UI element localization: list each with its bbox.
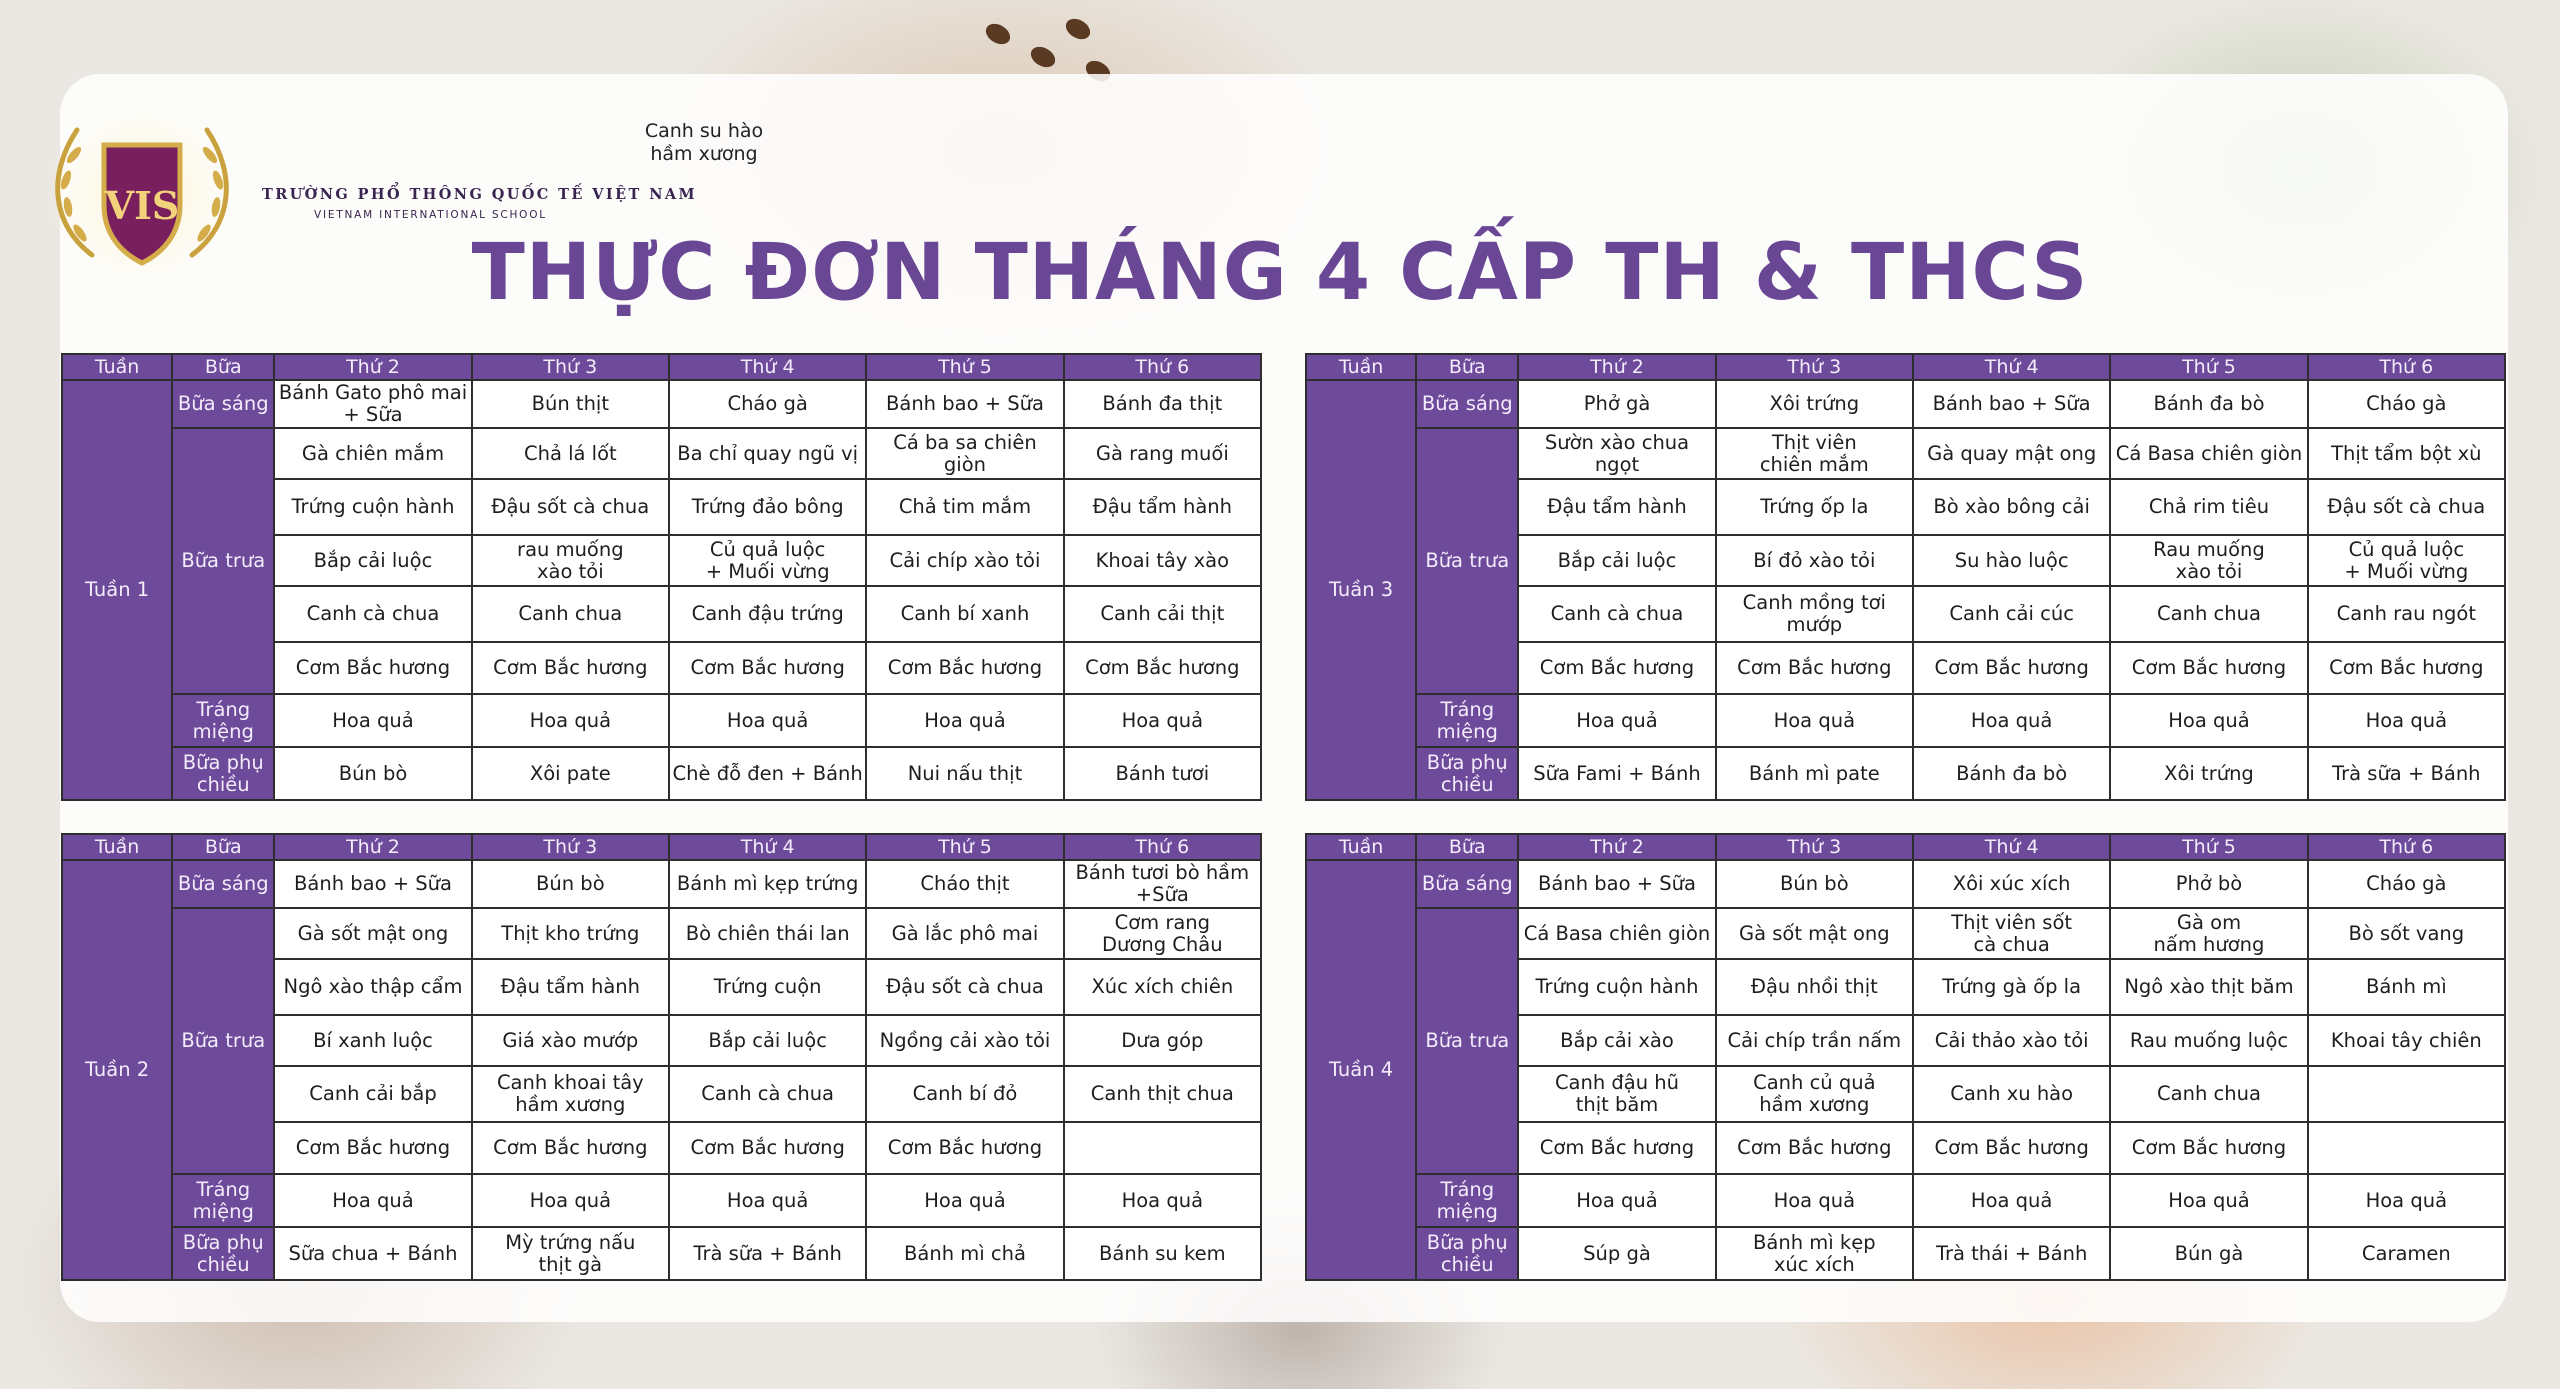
menu-cell: Sữa Fami + Bánh <box>1518 747 1715 800</box>
menu-cell: Canh bí xanh <box>866 586 1063 642</box>
menu-cell: Bánh mì pate <box>1716 747 1913 800</box>
menu-cell: Cơm Bắc hương <box>2110 1122 2307 1174</box>
column-header: Thứ 6 <box>1064 834 1261 860</box>
school-name: TRƯỜNG PHỔ THÔNG QUỐC TẾ VIỆT NAM <box>262 186 697 203</box>
menu-cell: Chả tim mắm <box>866 479 1063 535</box>
menu-cell: Hoa quả <box>2308 1174 2505 1227</box>
menu-cell: Canh đậu hũ thịt băm <box>1518 1066 1715 1122</box>
meal-label-snack: Bữa phụ chiều <box>1416 747 1518 800</box>
column-header: Thứ 4 <box>669 354 866 380</box>
menu-cell: Cơm Bắc hương <box>1716 642 1913 694</box>
menu-cell: Gà sốt mật ong <box>274 908 471 959</box>
menu-cell: Xúc xích chiên <box>1064 959 1261 1015</box>
column-header: Thứ 6 <box>2308 354 2505 380</box>
menu-cell: Bánh tươi <box>1064 747 1261 800</box>
menu-cell: Bánh mì chả <box>866 1227 1063 1280</box>
menu-cell: Ngồng cải xào tỏi <box>866 1015 1063 1066</box>
menu-table-week-3 <box>1305 353 2506 801</box>
menu-cell: Hoa quả <box>669 694 866 747</box>
menu-cell: Hoa quả <box>669 1174 866 1227</box>
menu-cell: Canh củ quả hầm xương <box>1716 1066 1913 1122</box>
menu-cell: Bò sốt vang <box>2308 908 2505 959</box>
menu-cell: Giá xào mướp <box>472 1015 669 1066</box>
menu-cell: Củ quả luộc + Muối vừng <box>669 535 866 586</box>
menu-cell: Cơm Bắc hương <box>472 642 669 694</box>
column-header: Thứ 6 <box>2308 834 2505 860</box>
menu-cell: Trứng cuộn hành <box>274 479 471 535</box>
menu-cell: Cải thảo xào tỏi <box>1913 1015 2110 1066</box>
menu-cell: Hoa quả <box>1716 694 1913 747</box>
coffee-bean-decoration <box>1062 15 1094 44</box>
menu-cell: Cơm Bắc hương <box>866 1122 1063 1174</box>
menu-cell: Cá Basa chiên giòn <box>2110 428 2307 479</box>
menu-cell: Cháo gà <box>669 380 866 428</box>
menu-cell: Canh cải cúc <box>1913 586 2110 642</box>
menu-cell: Rau muống luộc <box>2110 1015 2307 1066</box>
column-header: Thứ 5 <box>866 834 1063 860</box>
menu-cell: Chả lá lốt <box>472 428 669 479</box>
menu-cell: Bánh tươi bò hầm +Sữa <box>1064 860 1261 908</box>
logo-text: VIS <box>104 183 180 228</box>
menu-cell: Canh đậu trứng <box>669 586 866 642</box>
menu-cell: Xôi pate <box>472 747 669 800</box>
menu-cell: Cơm Bắc hương <box>2110 642 2307 694</box>
menu-cell: Trứng ốp la <box>1716 479 1913 535</box>
menu-cell: Cơm Bắc hương <box>1913 642 2110 694</box>
column-header: Tuần <box>1306 834 1416 860</box>
menu-cell: Cháo gà <box>2308 380 2505 428</box>
meal-label-dessert: Tráng miệng <box>1416 1174 1518 1227</box>
menu-cell: Hoa quả <box>274 1174 471 1227</box>
menu-cell: Bánh bao + Sữa <box>274 860 471 908</box>
meal-label-lunch: Bữa trưa <box>1416 428 1518 694</box>
menu-cell: Sữa chua + Bánh <box>274 1227 471 1280</box>
menu-cell: Ba chỉ quay ngũ vị <box>669 428 866 479</box>
menu-cell: Gà sốt mật ong <box>1716 908 1913 959</box>
menu-cell: Phở bò <box>2110 860 2307 908</box>
column-header: Bữa <box>1416 354 1518 380</box>
menu-cell: Canh cà chua <box>669 1066 866 1122</box>
menu-cell: Phở gà <box>1518 380 1715 428</box>
meal-label-dessert: Tráng miệng <box>172 694 274 747</box>
menu-cell: Ngô xào thịt băm <box>2110 959 2307 1015</box>
column-header: Thứ 3 <box>472 354 669 380</box>
menu-cell <box>2308 1066 2505 1122</box>
menu-cell: Cá Basa chiên giòn <box>1518 908 1715 959</box>
menu-cell: Trứng gà ốp la <box>1913 959 2110 1015</box>
menu-table-week-1 <box>61 353 1262 801</box>
column-header: Bữa <box>172 834 274 860</box>
menu-cell: Hoa quả <box>1716 1174 1913 1227</box>
menu-cell: Đậu sốt cà chua <box>2308 479 2505 535</box>
menu-cell: Hoa quả <box>2308 694 2505 747</box>
menu-cell: Cơm Bắc hương <box>669 642 866 694</box>
meal-label-lunch: Bữa trưa <box>1416 908 1518 1174</box>
menu-cell: Canh thịt chua <box>1064 1066 1261 1122</box>
menu-cell: Thịt viên sốt cà chua <box>1913 908 2110 959</box>
menu-cell: Đậu tẩm hành <box>1518 479 1715 535</box>
menu-cell: Khoai tây xào <box>1064 535 1261 586</box>
column-header: Thứ 2 <box>274 354 471 380</box>
menu-cell: Canh cải bắp <box>274 1066 471 1122</box>
menu-cell: Sườn xào chua ngọt <box>1518 428 1715 479</box>
column-header: Thứ 5 <box>2110 354 2307 380</box>
meal-label-snack: Bữa phụ chiều <box>1416 1227 1518 1280</box>
stray-note: Canh su hào hầm xương <box>644 120 764 165</box>
menu-table-week-4 <box>1305 833 2506 1281</box>
menu-cell: Cơm Bắc hương <box>1913 1122 2110 1174</box>
menu-cell: Bánh Gato phô mai + Sữa <box>274 380 471 428</box>
column-header: Tuần <box>62 354 172 380</box>
meal-label-breakfast: Bữa sáng <box>1416 860 1518 908</box>
column-header: Thứ 3 <box>472 834 669 860</box>
menu-cell: Hoa quả <box>1064 1174 1261 1227</box>
menu-cell: Hoa quả <box>866 694 1063 747</box>
menu-cell <box>1064 1122 1261 1174</box>
menu-cell <box>2308 1122 2505 1174</box>
menu-cell: Bánh su kem <box>1064 1227 1261 1280</box>
menu-cell: Thịt viên chiên mắm <box>1716 428 1913 479</box>
meal-label-snack: Bữa phụ chiều <box>172 747 274 800</box>
menu-cell: rau muống xào tỏi <box>472 535 669 586</box>
menu-cell: Gà om nấm hương <box>2110 908 2307 959</box>
menu-cell: Bò chiên thái lan <box>669 908 866 959</box>
menu-table-week-2 <box>61 833 1262 1281</box>
menu-cell: Bún gà <box>2110 1227 2307 1280</box>
menu-cell: Hoa quả <box>472 1174 669 1227</box>
column-header: Bữa <box>1416 834 1518 860</box>
menu-cell: Cơm Bắc hương <box>472 1122 669 1174</box>
meal-label-dessert: Tráng miệng <box>1416 694 1518 747</box>
menu-cell: Củ quả luộc + Muối vừng <box>2308 535 2505 586</box>
menu-cell: Cơm rang Dương Châu <box>1064 908 1261 959</box>
menu-cell: Ngô xào thập cẩm <box>274 959 471 1015</box>
menu-cell: Hoa quả <box>274 694 471 747</box>
menu-cell: Xôi xúc xích <box>1913 860 2110 908</box>
menu-cell: Bánh đa bò <box>1913 747 2110 800</box>
menu-cell: Canh cà chua <box>274 586 471 642</box>
school-name-english: VIETNAM INTERNATIONAL SCHOOL <box>314 209 547 221</box>
menu-cell: Bún bò <box>1716 860 1913 908</box>
week-label: Tuần 1 <box>62 380 172 800</box>
menu-cell: Hoa quả <box>1518 1174 1715 1227</box>
meal-label-breakfast: Bữa sáng <box>172 380 274 428</box>
menu-cell: Su hào luộc <box>1913 535 2110 586</box>
menu-cell: Trà sữa + Bánh <box>669 1227 866 1280</box>
menu-cell: Cơm Bắc hương <box>866 642 1063 694</box>
week-label: Tuần 4 <box>1306 860 1416 1280</box>
menu-cell: Bánh bao + Sữa <box>1518 860 1715 908</box>
menu-cell: Bắp cải luộc <box>669 1015 866 1066</box>
menu-cell: Hoa quả <box>2110 1174 2307 1227</box>
meal-label-lunch: Bữa trưa <box>172 908 274 1174</box>
column-header: Thứ 5 <box>2110 834 2307 860</box>
menu-cell: Hoa quả <box>1518 694 1715 747</box>
menu-cell: Cải chíp xào tỏi <box>866 535 1063 586</box>
column-header: Thứ 4 <box>1913 834 2110 860</box>
menu-cell: Trứng cuộn hành <box>1518 959 1715 1015</box>
menu-cell: Bánh đa bò <box>2110 380 2307 428</box>
menu-cell: Hoa quả <box>866 1174 1063 1227</box>
week-label: Tuần 2 <box>62 860 172 1280</box>
column-header: Thứ 2 <box>1518 834 1715 860</box>
meal-label-snack: Bữa phụ chiều <box>172 1227 274 1280</box>
menu-cell: Bánh mì kẹp trứng <box>669 860 866 908</box>
menu-cell: Cháo gà <box>2308 860 2505 908</box>
meal-label-lunch: Bữa trưa <box>172 428 274 694</box>
coffee-bean-decoration <box>982 20 1014 49</box>
menu-cell: Cơm Bắc hương <box>669 1122 866 1174</box>
menu-cell: Bánh đa thịt <box>1064 380 1261 428</box>
menu-cell: Trứng đảo bông <box>669 479 866 535</box>
menu-cell: Cải chíp trần nấm <box>1716 1015 1913 1066</box>
page-title: THỰC ĐƠN THÁNG 4 CẤP TH & THCS <box>471 228 2089 318</box>
menu-cell: Trà thái + Bánh <box>1913 1227 2110 1280</box>
menu-cell: Gà rang muối <box>1064 428 1261 479</box>
menu-cell: Cơm Bắc hương <box>1518 642 1715 694</box>
menu-cell: Đậu tẩm hành <box>472 959 669 1015</box>
menu-cell: Bắp cải luộc <box>274 535 471 586</box>
week-label: Tuần 3 <box>1306 380 1416 800</box>
menu-cell: Xôi trứng <box>2110 747 2307 800</box>
menu-cell: Dưa góp <box>1064 1015 1261 1066</box>
menu-cell: Chả rim tiêu <box>2110 479 2307 535</box>
menu-cell: Gà lắc phô mai <box>866 908 1063 959</box>
menu-cell: Đậu sốt cà chua <box>866 959 1063 1015</box>
menu-cell: Cơm Bắc hương <box>2308 642 2505 694</box>
column-header: Bữa <box>172 354 274 380</box>
menu-cell: Bánh mì <box>2308 959 2505 1015</box>
menu-cell: Đậu tẩm hành <box>1064 479 1261 535</box>
menu-cell: Chè đỗ đen + Bánh <box>669 747 866 800</box>
menu-cell: Hoa quả <box>472 694 669 747</box>
column-header: Thứ 3 <box>1716 354 1913 380</box>
menu-cell: Rau muống xào tỏi <box>2110 535 2307 586</box>
menu-cell: Bò xào bông cải <box>1913 479 2110 535</box>
menu-cell: Canh rau ngót <box>2308 586 2505 642</box>
menu-cell: Canh xu hào <box>1913 1066 2110 1122</box>
menu-cell: Bắp cải luộc <box>1518 535 1715 586</box>
meal-label-dessert: Tráng miệng <box>172 1174 274 1227</box>
menu-cell: Gà chiên mắm <box>274 428 471 479</box>
menu-cell: Bí xanh luộc <box>274 1015 471 1066</box>
meal-label-breakfast: Bữa sáng <box>1416 380 1518 428</box>
menu-cell: Canh cà chua <box>1518 586 1715 642</box>
menu-cell: Súp gà <box>1518 1227 1715 1280</box>
menu-cell: Cơm Bắc hương <box>1518 1122 1715 1174</box>
menu-cell: Bánh bao + Sữa <box>1913 380 2110 428</box>
column-header: Thứ 3 <box>1716 834 1913 860</box>
column-header: Thứ 4 <box>1913 354 2110 380</box>
menu-cell: Đậu sốt cà chua <box>472 479 669 535</box>
column-header: Thứ 5 <box>866 354 1063 380</box>
column-header: Thứ 6 <box>1064 354 1261 380</box>
menu-cell: Canh mồng tơi mướp <box>1716 586 1913 642</box>
menu-cell: Xôi trứng <box>1716 380 1913 428</box>
menu-cell: Đậu nhồi thịt <box>1716 959 1913 1015</box>
menu-cell: Hoa quả <box>2110 694 2307 747</box>
column-header: Thứ 2 <box>274 834 471 860</box>
menu-cell: Trà sữa + Bánh <box>2308 747 2505 800</box>
menu-cell: Cơm Bắc hương <box>1064 642 1261 694</box>
menu-cell: Canh chua <box>472 586 669 642</box>
menu-cell: Canh chua <box>2110 1066 2307 1122</box>
menu-cell: Nui nấu thịt <box>866 747 1063 800</box>
menu-cell: Caramen <box>2308 1227 2505 1280</box>
menu-cell: Mỳ trứng nấu thịt gà <box>472 1227 669 1280</box>
menu-cell: Cháo thịt <box>866 860 1063 908</box>
menu-cell: Bún thịt <box>472 380 669 428</box>
menu-cell: Khoai tây chiên <box>2308 1015 2505 1066</box>
menu-cell: Canh chua <box>2110 586 2307 642</box>
menu-cell: Bún bò <box>274 747 471 800</box>
menu-cell: Thịt kho trứng <box>472 908 669 959</box>
menu-cell: Gà quay mật ong <box>1913 428 2110 479</box>
menu-cell: Trứng cuộn <box>669 959 866 1015</box>
menu-cell: Cơm Bắc hương <box>274 1122 471 1174</box>
menu-cell: Bánh mì kẹp xúc xích <box>1716 1227 1913 1280</box>
menu-cell: Bắp cải xào <box>1518 1015 1715 1066</box>
column-header: Tuần <box>62 834 172 860</box>
menu-cell: Bún bò <box>472 860 669 908</box>
menu-cell: Cơm Bắc hương <box>1716 1122 1913 1174</box>
menu-cell: Canh cải thịt <box>1064 586 1261 642</box>
coffee-bean-decoration <box>1027 43 1059 72</box>
menu-cell: Canh bí đỏ <box>866 1066 1063 1122</box>
menu-cell: Hoa quả <box>1064 694 1261 747</box>
menu-cell: Bí đỏ xào tỏi <box>1716 535 1913 586</box>
menu-cell: Hoa quả <box>1913 694 2110 747</box>
menu-cell: Hoa quả <box>1913 1174 2110 1227</box>
menu-cell: Bánh bao + Sữa <box>866 380 1063 428</box>
menu-cell: Cá ba sa chiên giòn <box>866 428 1063 479</box>
column-header: Thứ 4 <box>669 834 866 860</box>
menu-cell: Thịt tẩm bột xù <box>2308 428 2505 479</box>
menu-cell: Cơm Bắc hương <box>274 642 471 694</box>
menu-cell: Canh khoai tây hầm xương <box>472 1066 669 1122</box>
meal-label-breakfast: Bữa sáng <box>172 860 274 908</box>
column-header: Thứ 2 <box>1518 354 1715 380</box>
column-header: Tuần <box>1306 354 1416 380</box>
